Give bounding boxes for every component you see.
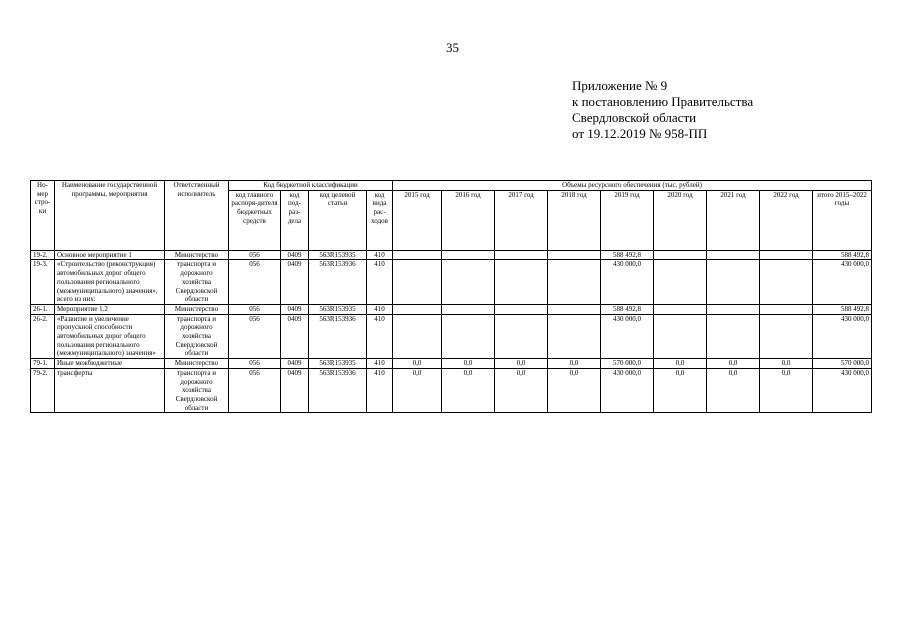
- appendix-line-4: от 19.12.2019 № 958-ПП: [572, 126, 708, 141]
- row-total: 570 000,0: [813, 359, 872, 369]
- row-value-2021: [707, 250, 760, 260]
- header-row-1: [31, 181, 872, 191]
- row-value-2018: 0,0: [548, 359, 601, 369]
- table-row: [31, 359, 872, 369]
- row-executor: Министерство: [165, 304, 229, 314]
- row-value-2019: 430 000,0: [601, 314, 654, 359]
- row-value-2017: 0,0: [495, 359, 548, 369]
- row-executor: Министерство: [165, 359, 229, 369]
- row-total: 588 492,8: [813, 250, 872, 260]
- row-value-2022: 0,0: [760, 368, 813, 413]
- row-value-2020: 0,0: [654, 359, 707, 369]
- row-value-2017: [495, 260, 548, 305]
- table-row: [31, 304, 872, 314]
- row-value-2020: [654, 250, 707, 260]
- row-value-2019: 570 000,0: [601, 359, 654, 369]
- row-name: Иные межбюджетные: [55, 359, 165, 369]
- row-name: «Развитие и увеличение пропускной способности автомобильных дорог общего пользования регионального (межмуниципального) значения»: [55, 314, 165, 359]
- row-value-2015: [393, 250, 442, 260]
- table-body: [31, 250, 872, 413]
- row-value-2022: [760, 250, 813, 260]
- row-value-2021: [707, 260, 760, 305]
- row-bcc-main: 056: [229, 359, 281, 369]
- appendix-line-3: Свердловской области: [572, 110, 697, 125]
- row-value-2016: [442, 304, 495, 314]
- row-bcc-main: 056: [229, 304, 281, 314]
- row-value-2016: 0,0: [442, 359, 495, 369]
- row-value-2020: 0,0: [654, 368, 707, 413]
- row-value-2021: 0,0: [707, 368, 760, 413]
- row-value-2022: [760, 304, 813, 314]
- row-name: Основное мероприятие 1: [55, 250, 165, 260]
- row-bcc-target: 563R153936: [309, 368, 367, 413]
- header-bcc-main: код главного распоря-дителя бюджетных средств: [229, 190, 281, 250]
- header-year-2019: 2019 год: [601, 190, 654, 250]
- budget-table: [30, 180, 872, 413]
- row-bcc-type: 410: [367, 314, 393, 359]
- header-volumes-group: Объемы ресурсного обеспечения (тыс. рублей): [393, 181, 872, 191]
- table-row: [31, 314, 872, 359]
- row-value-2019: 588 492,8: [601, 304, 654, 314]
- row-total: 430 000,0: [813, 314, 872, 359]
- header-year-2020: 2020 год: [654, 190, 707, 250]
- row-bcc-sub: 0409: [281, 314, 309, 359]
- row-executor: транспорта и дорожного хозяйства Свердловской области: [165, 368, 229, 413]
- row-bcc-main: 056: [229, 314, 281, 359]
- row-bcc-sub: 0409: [281, 368, 309, 413]
- row-value-2019: 430 000,0: [601, 368, 654, 413]
- row-bcc-main: 056: [229, 250, 281, 260]
- header-year-2018: 2018 год: [548, 190, 601, 250]
- header-year-2016: 2016 год: [442, 190, 495, 250]
- header-bcc-group: Код бюджетной классификации: [229, 181, 393, 191]
- row-bcc-type: 410: [367, 250, 393, 260]
- row-bcc-sub: 0409: [281, 304, 309, 314]
- row-total: 430 000,0: [813, 260, 872, 305]
- row-value-2021: 0,0: [707, 359, 760, 369]
- header-year-2022: 2022 год: [760, 190, 813, 250]
- row-value-2022: 0,0: [760, 359, 813, 369]
- table-row: [31, 250, 872, 260]
- header-bcc-target: код целевой статьи: [309, 190, 367, 250]
- appendix-line-2: к постановлению Правительства: [572, 94, 754, 109]
- row-value-2018: 0,0: [548, 368, 601, 413]
- row-value-2017: 0,0: [495, 368, 548, 413]
- row-bcc-type: 410: [367, 304, 393, 314]
- page-number: 35: [446, 40, 459, 55]
- row-value-2016: [442, 250, 495, 260]
- row-value-2018: [548, 314, 601, 359]
- row-number: 19-3.: [31, 260, 55, 305]
- header-name: Наименование государственной программы, мероприятия: [55, 181, 165, 251]
- row-bcc-type: 410: [367, 359, 393, 369]
- row-bcc-main: 056: [229, 260, 281, 305]
- row-value-2017: [495, 250, 548, 260]
- appendix-block: [572, 78, 753, 142]
- row-bcc-sub: 0409: [281, 359, 309, 369]
- appendix-line-1: Приложение № 9: [572, 78, 668, 93]
- row-value-2020: [654, 260, 707, 305]
- row-bcc-target: 563R153936: [309, 314, 367, 359]
- row-value-2016: 0,0: [442, 368, 495, 413]
- row-bcc-target: 563R153935: [309, 250, 367, 260]
- row-name: «Строительство (реконструкция) автомобильных дорог общего пользования регионального (межмуниципального) значения», всего из них:: [55, 260, 165, 305]
- row-value-2021: [707, 304, 760, 314]
- row-value-2019: 430 000,0: [601, 260, 654, 305]
- header-year-2017: 2017 год: [495, 190, 548, 250]
- header-year-2021: 2021 год: [707, 190, 760, 250]
- row-value-2022: [760, 260, 813, 305]
- row-value-2015: 0,0: [393, 368, 442, 413]
- row-value-2020: [654, 304, 707, 314]
- row-bcc-type: 410: [367, 368, 393, 413]
- table-row: [31, 368, 872, 413]
- row-bcc-type: 410: [367, 260, 393, 305]
- row-value-2016: [442, 314, 495, 359]
- header-executor: Ответственный исполнитель: [165, 181, 229, 251]
- row-number: 79-2.: [31, 368, 55, 413]
- header-year-total: итого 2015–2022 годы: [813, 190, 872, 250]
- row-value-2016: [442, 260, 495, 305]
- row-executor: Министерство: [165, 250, 229, 260]
- row-name: Мероприятие 1.2: [55, 304, 165, 314]
- row-total: 588 492,8: [813, 304, 872, 314]
- row-executor: транспорта и дорожного хозяйства Свердловской области: [165, 260, 229, 305]
- row-bcc-target: 563R153935: [309, 359, 367, 369]
- row-name: трансферты: [55, 368, 165, 413]
- row-bcc-target: 563R153935: [309, 304, 367, 314]
- row-value-2019: 588 492,8: [601, 250, 654, 260]
- row-number: 26-2.: [31, 314, 55, 359]
- row-value-2017: [495, 304, 548, 314]
- header-bcc-sub: код под-раз-дела: [281, 190, 309, 250]
- row-value-2021: [707, 314, 760, 359]
- row-number: 79-1.: [31, 359, 55, 369]
- row-value-2018: [548, 304, 601, 314]
- row-number: 26-1.: [31, 304, 55, 314]
- row-value-2018: [548, 260, 601, 305]
- row-value-2015: [393, 304, 442, 314]
- row-value-2018: [548, 250, 601, 260]
- row-bcc-sub: 0409: [281, 250, 309, 260]
- row-value-2017: [495, 314, 548, 359]
- row-value-2022: [760, 314, 813, 359]
- header-year-2015: 2015 год: [393, 190, 442, 250]
- row-value-2015: [393, 314, 442, 359]
- row-total: 430 000,0: [813, 368, 872, 413]
- row-value-2015: [393, 260, 442, 305]
- row-bcc-sub: 0409: [281, 260, 309, 305]
- row-bcc-main: 056: [229, 368, 281, 413]
- header-bcc-type: код вида рас-ходов: [367, 190, 393, 250]
- header-num: Но-мер стро-ки: [31, 181, 55, 251]
- row-number: 19-2.: [31, 250, 55, 260]
- row-value-2015: 0,0: [393, 359, 442, 369]
- row-bcc-target: 563R153936: [309, 260, 367, 305]
- row-value-2020: [654, 314, 707, 359]
- row-executor: транспорта и дорожного хозяйства Свердловской области: [165, 314, 229, 359]
- table-row: [31, 260, 872, 305]
